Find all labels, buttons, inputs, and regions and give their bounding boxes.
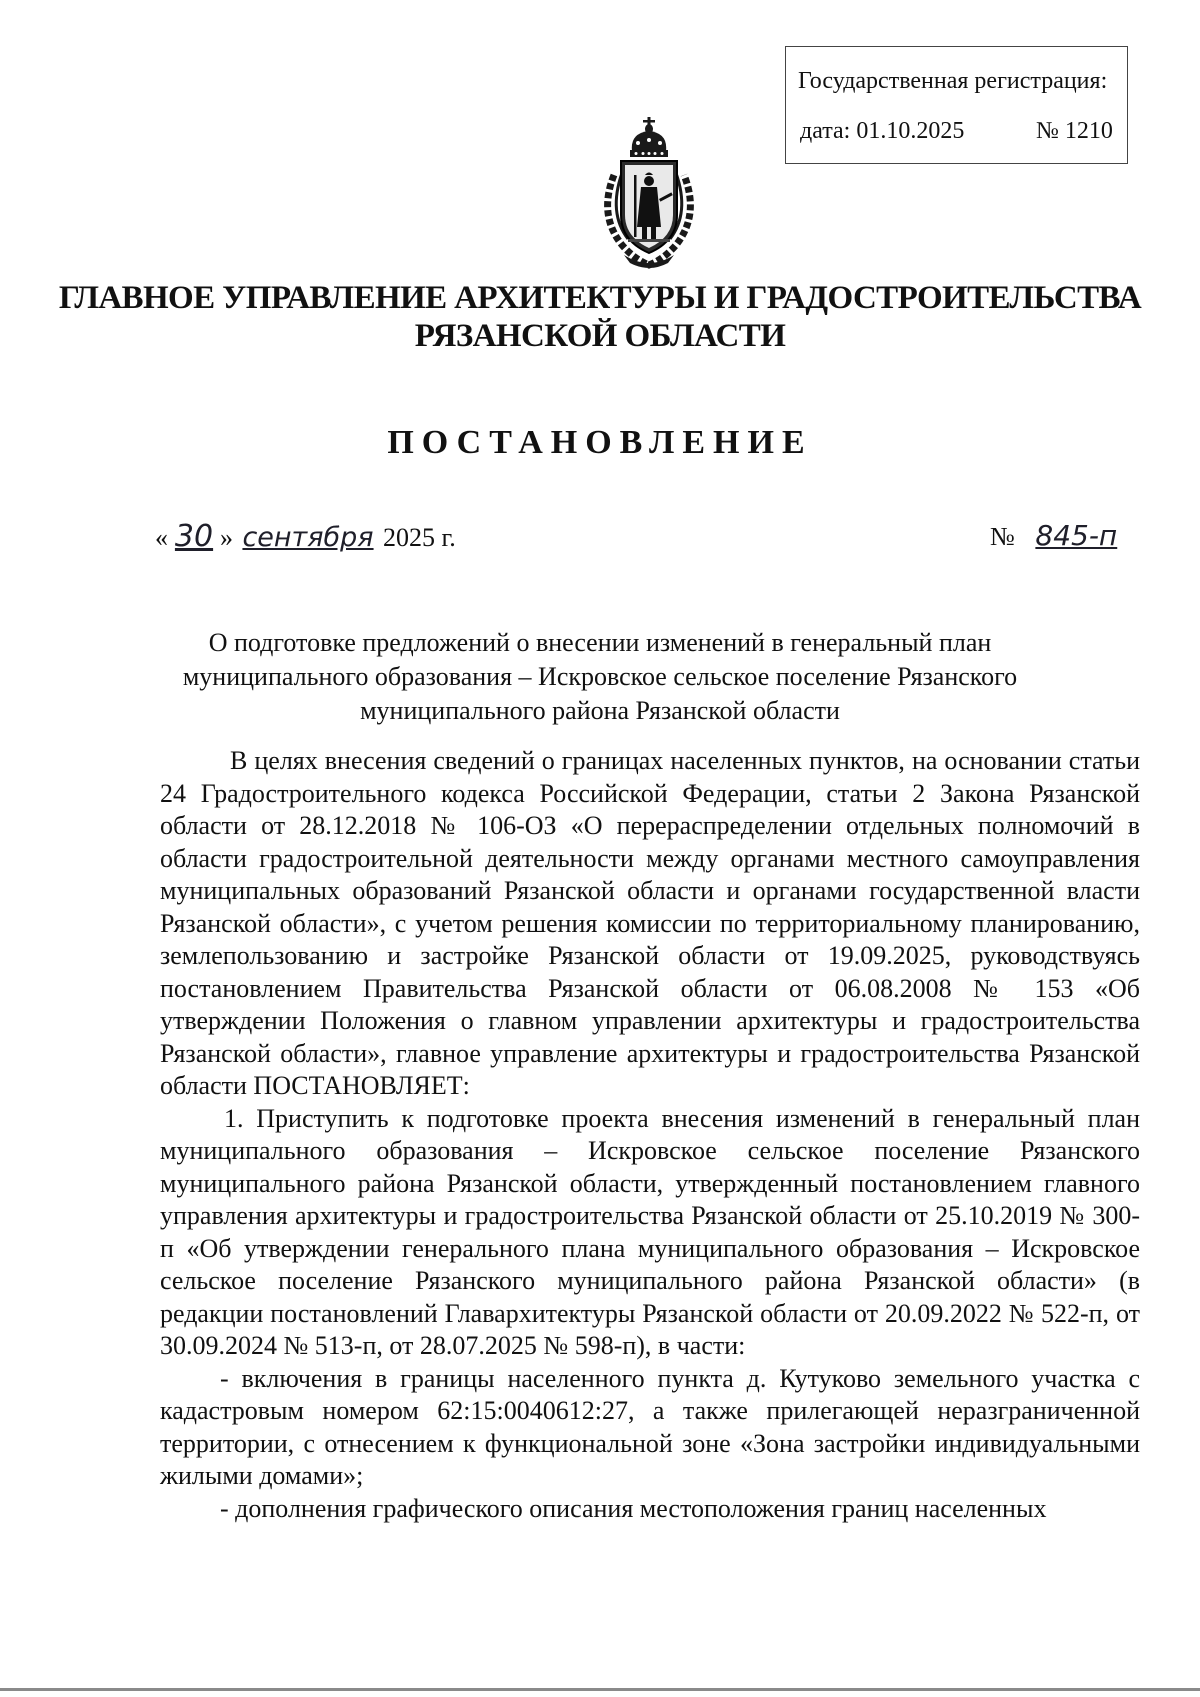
- decree-year: 2025 г.: [383, 523, 456, 552]
- registration-title: Государственная регистрация:: [798, 68, 1108, 94]
- document-type-heading: ПОСТАНОВЛЕНИЕ: [387, 424, 813, 461]
- registration-date: дата: 01.10.2025: [800, 118, 965, 144]
- body-paragraph-subitem-1: - включения в границы населенного пункта д. Кутуково земельного участка с кадастровым номером 62:15:0040612:27, а также прилегающей неразграниченной территории, с отнесением к функциональной зоне «Зона застройки индивидуальными жилыми домами»;: [160, 1363, 1140, 1490]
- decree-date: [155, 519, 456, 554]
- decree-body: [160, 745, 1140, 1525]
- agency-name-line1: ГЛАВНОЕ УПРАВЛЕНИЕ АРХИТЕКТУРЫ И ГРАДОСТРОИТЕЛЬСТВА: [58, 280, 1142, 316]
- ryazan-coat-of-arms-icon: [588, 115, 710, 271]
- decree-number: [990, 519, 1131, 552]
- handwritten-day: 30: [174, 519, 214, 554]
- body-paragraph-preamble: В целях внесения сведений о границах населенных пунктов, на основании статьи 24 Градостроительного кодекса Российской Федерации, статьи 2 Закона Рязанской области от 28.12.2018 № 106-ОЗ «О перераспределении отдельных полномочий в области градостроительной деятельности между органами местного самоуправления муниципальных образований Рязанской области и органами государственной власти Рязанской области», с учетом решения комиссии по территориальному планированию, землепользованию и застройке Рязанской области от 19.09.2025, руководствуясь постановлением Правительства Рязанской области от 06.08.2008 № 153 «Об утверждении Положения о главном управлении архитектуры и градостроительства Рязанской области», главное управление архитектуры и градостроительства Рязанской области ПОСТАНОВЛЯЕТ:: [160, 746, 1140, 1100]
- registration-number: № 1210: [1036, 118, 1113, 144]
- handwritten-number: 845-п: [1035, 519, 1118, 552]
- body-paragraph-subitem-2: - дополнения графического описания местоположения границ населенных: [220, 1493, 1047, 1523]
- open-quote: «: [155, 523, 168, 552]
- agency-name-line2: РЯЗАНСКОЙ ОБЛАСТИ: [414, 318, 786, 354]
- handwritten-month: сентября: [242, 522, 374, 553]
- page-bottom-rule: [0, 1688, 1200, 1691]
- body-paragraph-item-1: 1. Приступить к подготовке проекта внесения изменений в генеральный план муниципального образования – Искровское сельское поселение Рязанского муниципального района Рязанской области, утвержденный постановлением главного управления архитектуры и градостроительства Рязанской области от 25.10.2019 № 300-п «Об утверждении генерального плана муниципального образования – Искровское сельское поселение Рязанского муниципального района Рязанской области» (в редакции постановлений Главархитектуры Рязанской области от 20.09.2022 № 522-п, от 30.09.2024 № 513-п, от 28.07.2025 № 598-п), в части:: [160, 1103, 1140, 1360]
- decree-subject: О подготовке предложений о внесении изменений в генеральный план муниципального образования – Искровское сельское поселение Рязанского муниципального района Рязанской области: [182, 628, 1018, 725]
- close-quote: »: [220, 523, 233, 552]
- number-sign: №: [990, 522, 1015, 551]
- registration-box: [785, 46, 1128, 164]
